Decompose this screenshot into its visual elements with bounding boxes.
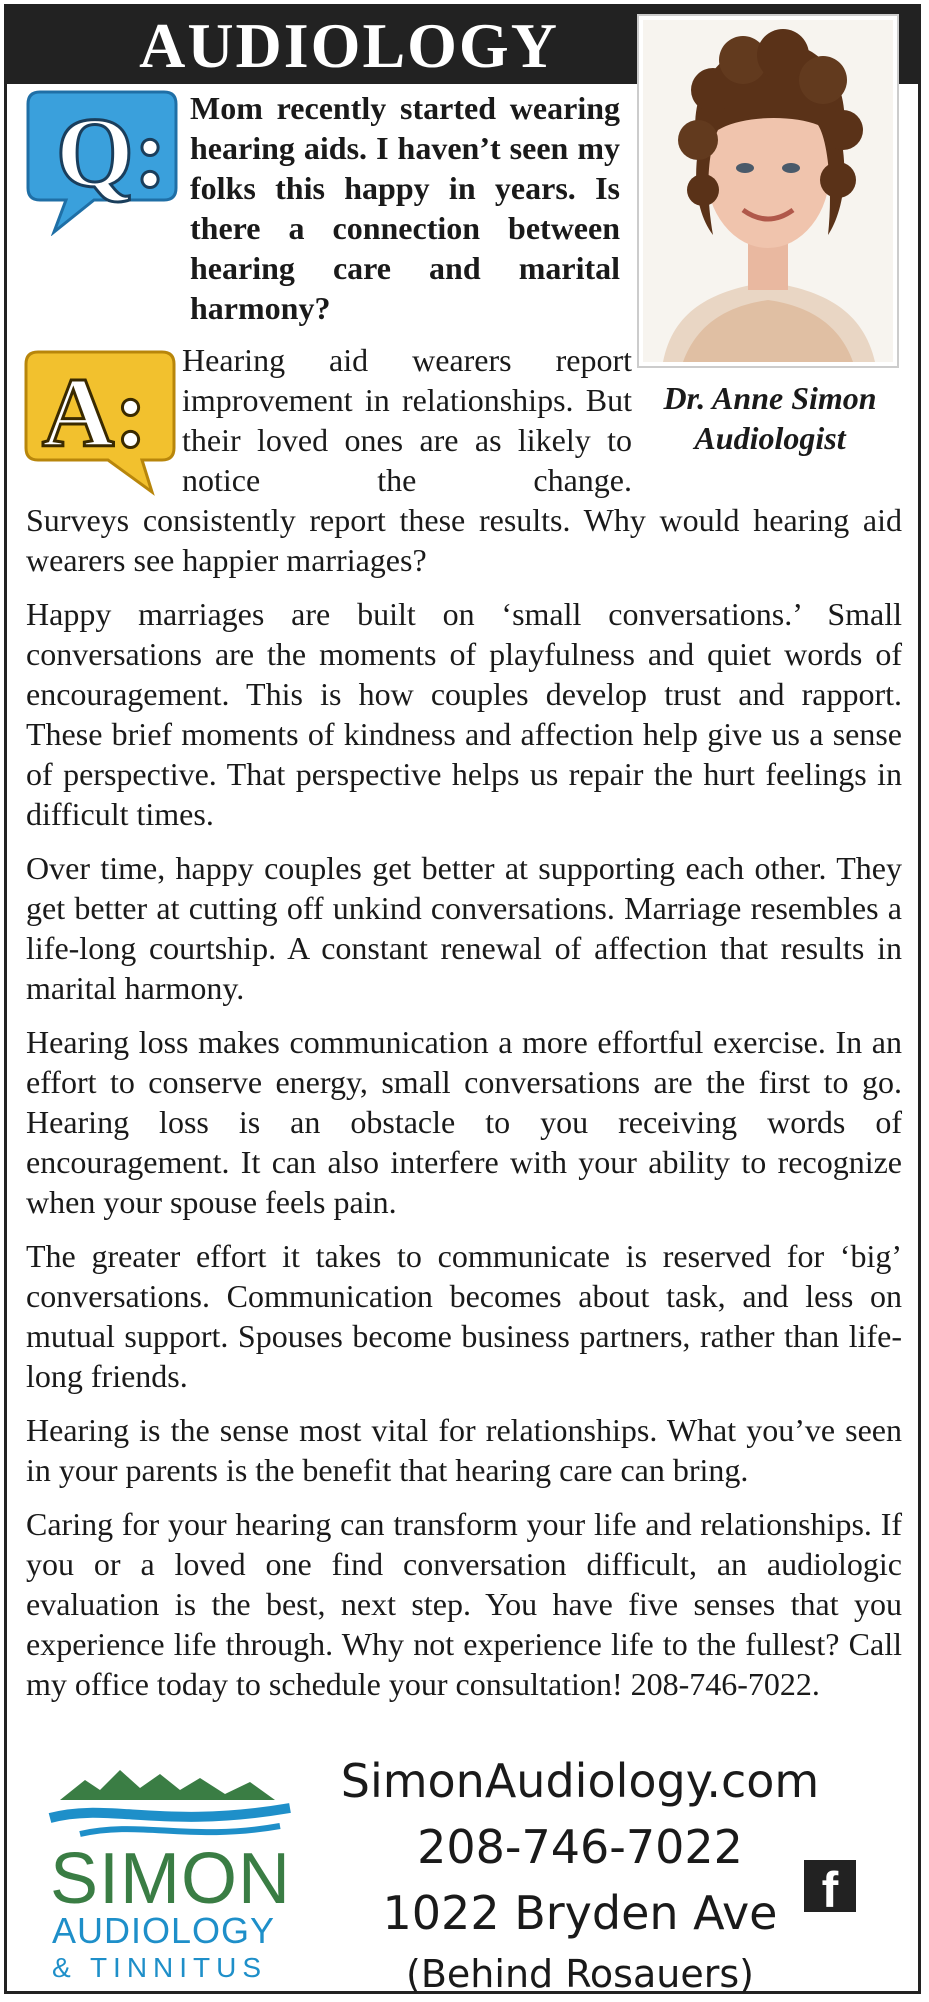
simon-audiology-logo — [40, 1760, 310, 1983]
question-badge-text: Q: — [56, 97, 168, 208]
website-link[interactable]: SimonAudiology.com — [340, 1754, 820, 1808]
answer-badge-text: A: — [42, 357, 148, 468]
contact-block — [330, 1748, 830, 2002]
article-body — [26, 500, 902, 1718]
portrait-image — [643, 20, 893, 362]
body-paragraph: Caring for your hearing can transform your life and relationships. If you or a loved one find conversation difficult, an audiologic evaluation is the best, next step. You have five senses that you experience life through. Why not experience life to the fullest? Call my office today to schedule your consultation! 208-746-7022. — [26, 1506, 902, 1702]
logo-tinnitus-text: & TINNITUS — [52, 1952, 268, 1983]
body-paragraph: Over time, happy couples get better at supporting each other. They get better at cutting off unkind conversations. Marriage resembles a life-long courtship. A constant renewal of affection that results in marital harmony. — [26, 850, 902, 1006]
author-title: Audiologist — [694, 420, 846, 456]
author-photo — [637, 14, 899, 368]
body-paragraph: Hearing loss makes communication a more effortful exercise. In an effort to conserve energy, small conversations are the first to go. Hearing loss is an obstacle to you receiving words of encouragement. It can also interfere with your ability to recognize when your spouse feels pain. — [26, 1024, 902, 1220]
landmark-text: (Behind Rosauers) — [406, 1952, 754, 1996]
body-paragraph: Hearing is the sense most vital for relationships. What you’ve seen in your parents is the benefit that hearing care can bring. — [26, 1412, 902, 1488]
body-paragraph: Happy marriages are built on ‘small conversations.’ Small conversations are the moments of playfulness and quiet words of encouragement. This is how couples develop trust and rapport. These brief moments of kindness and affection help give us a sense of perspective. That perspective helps us repair the hurt feelings in difficult times. — [26, 596, 902, 832]
question-bubble-icon — [24, 88, 180, 236]
question-text: Mom recently started wearing hearing aids. I haven’t seen my folks this happy in years. Is there a connection between hearing care and marital harmony? — [190, 90, 620, 326]
page-title: AUDIOLOGY — [139, 10, 559, 81]
answer-lead: Hearing aid wearers report improvement in relationships. But their loved ones are as likely to notice the change. — [182, 342, 632, 498]
logo-simon-text: SIMON — [50, 1839, 292, 1919]
author-caption — [640, 378, 900, 458]
answer-bubble-icon — [22, 348, 178, 496]
author-name: Dr. Anne Simon — [663, 380, 877, 416]
body-paragraph: The greater effort it takes to communicate is reserved for ‘big’ conversations. Communication becomes about task, and less on mutual support. Spouses become business partners, rather than life-long friends. — [26, 1238, 902, 1394]
answer-continued: Surveys consistently report these results. Why would hearing aid wearers see happier marriages? — [26, 502, 902, 578]
phone-number[interactable]: 208-746-7022 — [417, 1820, 743, 1874]
mountain-river-icon — [40, 1760, 300, 1840]
address-text: 1022 Bryden Ave — [382, 1886, 778, 1940]
facebook-icon[interactable]: f — [804, 1860, 856, 1912]
logo-audiology-text: AUDIOLOGY — [52, 1910, 276, 1951]
